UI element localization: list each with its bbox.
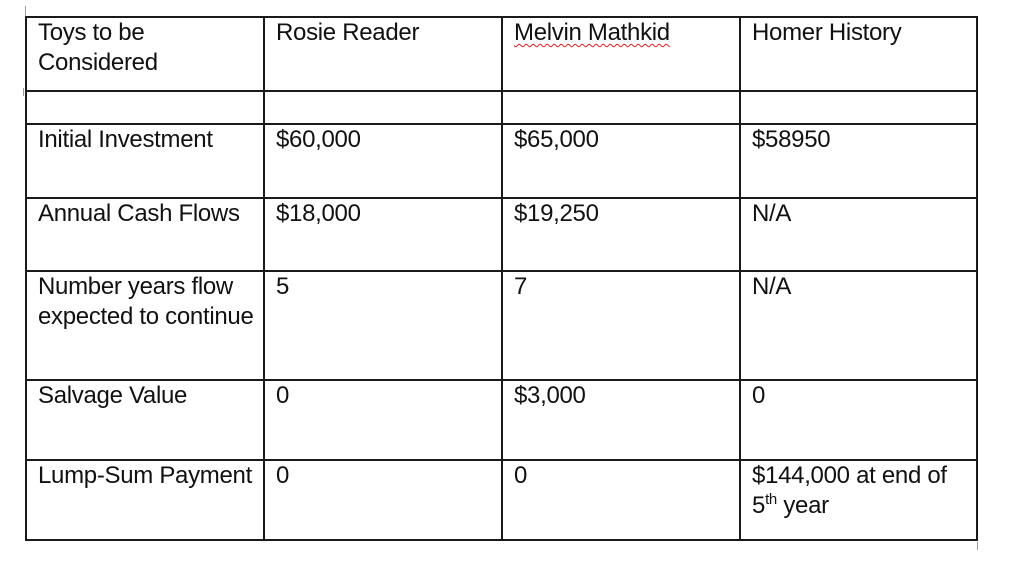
row-label-number-years: Number years flow expected to continue [26, 271, 264, 380]
table-cell: 0 [264, 380, 502, 460]
header-cell-rosie-reader: Rosie Reader [264, 17, 502, 91]
table-cell: $60,000 [264, 124, 502, 198]
table-header-row [26, 17, 977, 91]
table-row [26, 380, 977, 460]
table-cell: 0 [264, 460, 502, 540]
table-cell-lump-sum-homer [740, 460, 977, 540]
spacer-cell [502, 91, 740, 124]
ruler-tick-top-left [25, 6, 26, 16]
row-label-lump-sum-payment: Lump-Sum Payment [26, 460, 264, 540]
row-label-initial-investment: Initial Investment [26, 124, 264, 198]
table-cell: N/A [740, 198, 977, 271]
lump-sum-year-text: year [776, 492, 829, 519]
table-cell: $65,000 [502, 124, 740, 198]
table-cell: 7 [502, 271, 740, 380]
table-row [26, 198, 977, 271]
ruler-tick-bottom-right [977, 542, 978, 550]
table-row [26, 124, 977, 198]
table-row [26, 460, 977, 540]
table-cell: $19,250 [502, 198, 740, 271]
ruler-tick-left [23, 88, 24, 96]
toy-comparison-table [25, 16, 978, 541]
table-row [26, 271, 977, 380]
header-cell-toys: Toys to be Considered [26, 17, 264, 91]
lump-sum-value: $144,000 at end of 5 [752, 462, 947, 519]
table-cell: 5 [264, 271, 502, 380]
table-cell: N/A [740, 271, 977, 380]
row-label-salvage-value: Salvage Value [26, 380, 264, 460]
table-spacer-row [26, 91, 977, 124]
table-cell: 0 [740, 380, 977, 460]
table-cell: $58950 [740, 124, 977, 198]
ordinal-suffix: th [765, 491, 777, 508]
header-melvin-mathkid-text: Melvin Mathkid [514, 19, 670, 46]
spacer-cell [26, 91, 264, 124]
spacer-cell [740, 91, 977, 124]
header-cell-homer-history: Homer History [740, 17, 977, 91]
table-cell: $18,000 [264, 198, 502, 271]
table-cell: 0 [502, 460, 740, 540]
table-cell: $3,000 [502, 380, 740, 460]
header-cell-melvin-mathkid [502, 17, 740, 91]
row-label-annual-cash-flows: Annual Cash Flows [26, 198, 264, 271]
spacer-cell [264, 91, 502, 124]
